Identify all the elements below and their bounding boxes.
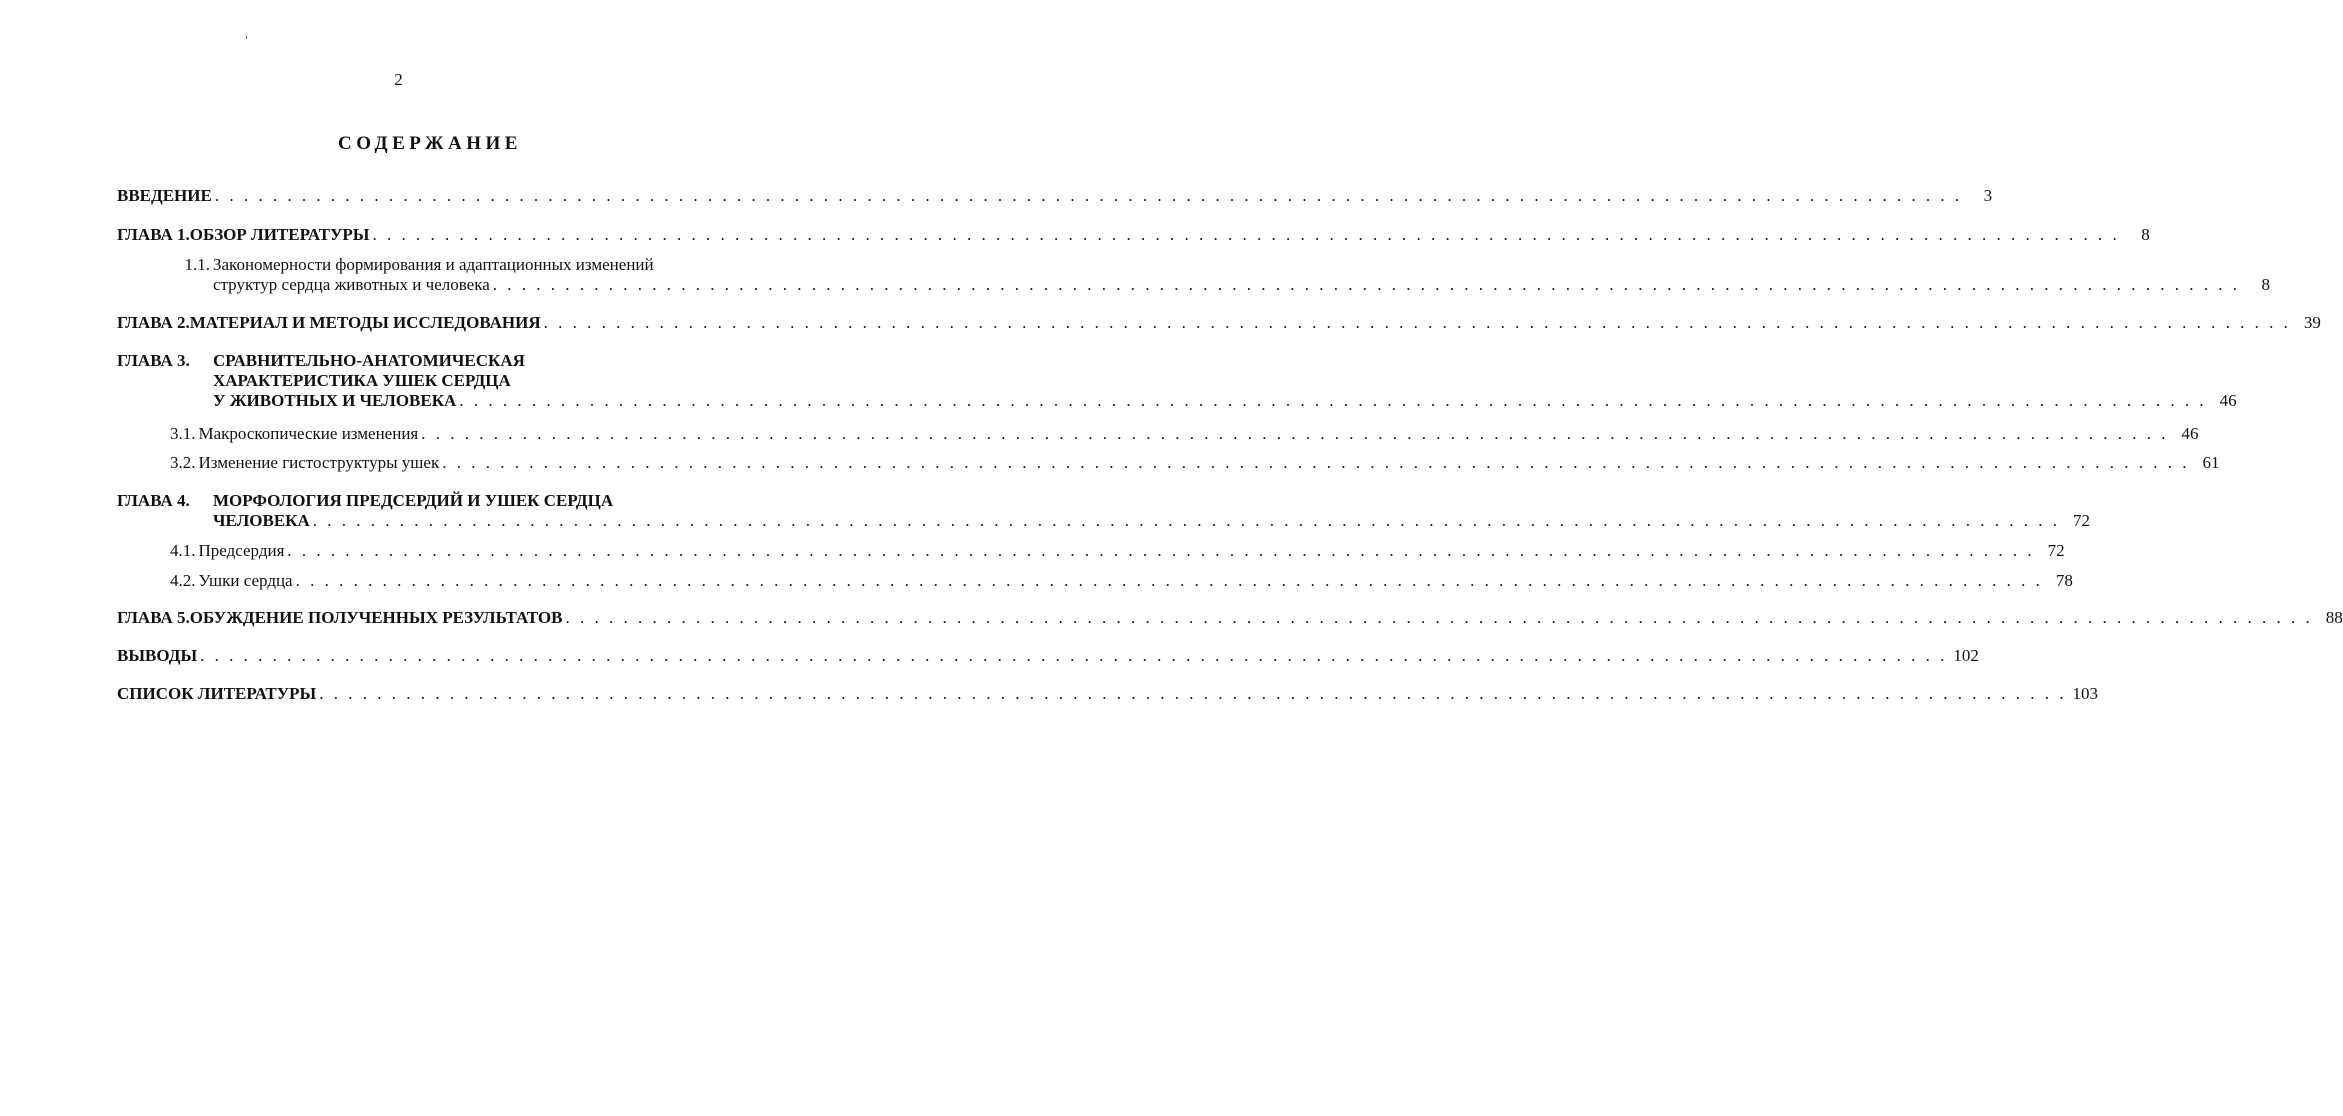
toc-page-number: 46 xyxy=(2219,391,2237,410)
toc-entry-intro[interactable] xyxy=(117,186,1993,216)
toc-leader-dots xyxy=(442,454,2189,472)
toc-leader-dots xyxy=(459,392,2206,410)
toc-leader-dots xyxy=(215,187,1962,205)
toc-label: Ушки сердца xyxy=(198,571,293,590)
toc-entry-chapter-1[interactable] xyxy=(117,225,2150,255)
toc-section-number: 3.1. xyxy=(170,424,196,443)
toc-page-number: 102 xyxy=(1953,646,1979,665)
toc-entry-section-1-1[interactable] xyxy=(170,255,2270,305)
toc-chapter-number: ГЛАВА 1. xyxy=(117,225,190,244)
toc-leader-dots xyxy=(373,226,2120,244)
toc-label-line-1: СРАВНИТЕЛЬНО-АНАТОМИЧЕСКАЯ xyxy=(213,351,525,370)
toc-leader-dots xyxy=(319,685,2066,703)
toc-label: ОБЗОР ЛИТЕРАТУРЫ xyxy=(189,225,370,244)
toc-page-number: 3 xyxy=(1983,186,1993,205)
toc-label: СПИСОК ЛИТЕРАТУРЫ xyxy=(117,684,317,703)
toc-page-number: 72 xyxy=(2047,541,2065,560)
toc-page-number: 61 xyxy=(2202,453,2220,472)
toc-entry-section-3-2[interactable] xyxy=(170,453,2220,483)
toc-chapter-number: ГЛАВА 2. xyxy=(117,313,190,332)
toc-page-number: 78 xyxy=(2055,571,2073,590)
toc-leader-dots xyxy=(296,572,2043,590)
toc-label: МАТЕРИАЛ И МЕТОДЫ ИССЛЕДОВАНИЯ xyxy=(189,313,541,332)
toc-label: Изменение гистоструктуры ушек xyxy=(198,453,440,472)
toc-entry-references[interactable] xyxy=(117,684,2099,714)
toc-section-number: 1.1. xyxy=(184,255,210,274)
toc-entry-section-4-2[interactable] xyxy=(170,571,2073,601)
toc-leader-dots xyxy=(493,276,2240,294)
toc-page-number: 8 xyxy=(2261,275,2270,294)
toc-label: ОБУЖДЕНИЕ ПОЛУЧЕННЫХ РЕЗУЛЬТАТОВ xyxy=(189,608,563,627)
toc-leader-dots xyxy=(566,609,2313,627)
toc-label-line-2: структур сердца животных и человека xyxy=(213,275,490,294)
toc-entry-chapter-5[interactable] xyxy=(117,608,2343,638)
page-number: 2 xyxy=(394,70,403,89)
toc-label-line-2: ЧЕЛОВЕКА xyxy=(213,511,310,530)
toc-page-number: 103 xyxy=(2072,684,2099,703)
toc-label: Предсердия xyxy=(198,541,285,560)
toc-label-line-2: ХАРАКТЕРИСТИКА УШЕК СЕРДЦА xyxy=(213,371,511,390)
toc-page-number: 46 xyxy=(2181,424,2199,443)
toc-section-number: 4.2. xyxy=(170,571,196,590)
scan-mark xyxy=(246,36,247,39)
toc-section-number: 3.2. xyxy=(170,453,196,472)
toc-label: ВВЕДЕНИЕ xyxy=(117,186,212,205)
toc-label-line-1: Закономерности формирования и адаптационных изменений xyxy=(213,255,654,274)
toc-chapter-number: ГЛАВА 3. xyxy=(117,351,190,370)
toc-page-number: 39 xyxy=(2303,313,2321,332)
toc-entry-chapter-3[interactable] xyxy=(117,351,2237,421)
toc-entry-section-4-1[interactable] xyxy=(170,541,2065,571)
toc-section-number: 4.1. xyxy=(170,541,196,560)
toc-leader-dots xyxy=(313,512,2060,530)
toc-label-line-3: У ЖИВОТНЫХ И ЧЕЛОВЕКА xyxy=(213,391,457,410)
toc-chapter-number: ГЛАВА 5. xyxy=(117,608,190,627)
toc-leader-dots xyxy=(287,542,2034,560)
toc-page-number: 88 xyxy=(2325,608,2343,627)
page-title: СОДЕРЖАНИЕ xyxy=(338,133,522,154)
toc-label: Макроскопические изменения xyxy=(198,424,419,443)
toc-entry-conclusions[interactable] xyxy=(117,646,1979,676)
toc-leader-dots xyxy=(421,425,2168,443)
toc-page-number: 72 xyxy=(2073,511,2091,530)
toc-label: ВЫВОДЫ xyxy=(117,646,198,665)
toc-label-line-1: МОРФОЛОГИЯ ПРЕДСЕРДИЙ И УШЕК СЕРДЦА xyxy=(213,491,614,510)
toc-entry-chapter-2[interactable] xyxy=(117,313,2321,343)
toc-chapter-number: ГЛАВА 4. xyxy=(117,491,190,510)
toc-entry-section-3-1[interactable] xyxy=(170,424,2199,454)
toc-leader-dots xyxy=(544,314,2291,332)
toc-entry-chapter-4[interactable] xyxy=(117,491,2091,541)
toc-page-number: 8 xyxy=(2141,225,2150,244)
toc-leader-dots xyxy=(200,647,1947,665)
